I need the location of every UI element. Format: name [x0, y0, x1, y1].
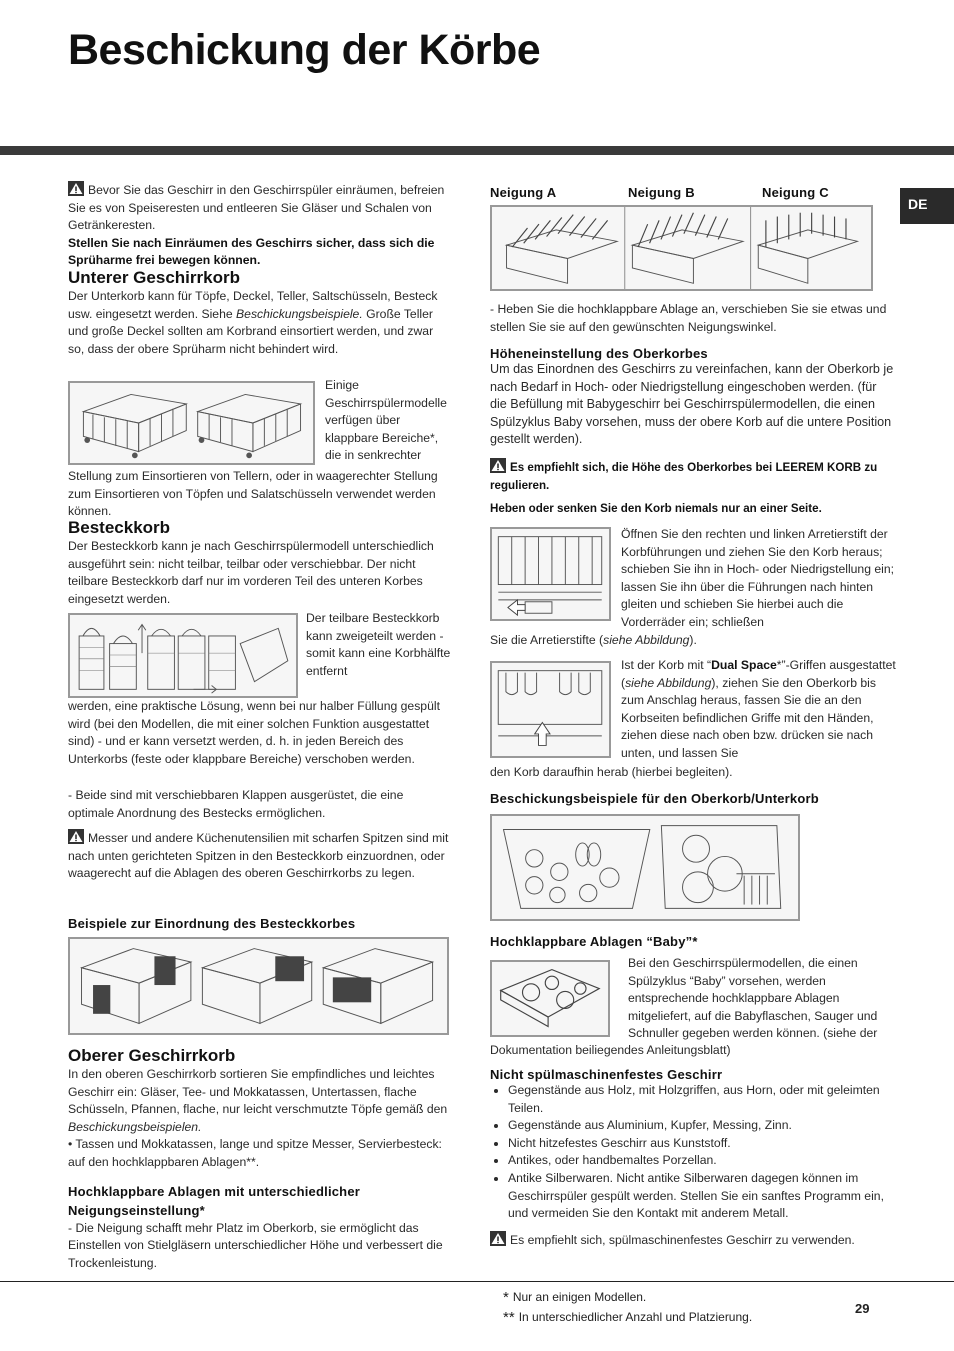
hoehe-warning-1-text: Es empfiehlt sich, die Höhe des Oberkorbes bei LEEREM KORB zu regulieren.: [490, 460, 878, 492]
hoehe-cont-1a: Sie die Arretierstifte (: [490, 633, 604, 647]
hoehe-side-2a: Ist der Korb mit “: [621, 658, 712, 672]
baby-heading: Hochklappbare Ablagen “Baby”*: [490, 934, 698, 949]
neigung-intro: - Die Neigung schafft mehr Platz im Oberkorb, sie ermöglicht das Einstellen von Stielgläsern unterschiedlicher Höhe und verbessert die Trockenleistung.: [68, 1220, 443, 1270]
oberer-bullet: • Tassen und Mokkatassen, lange und spitze Messer, Servierbesteck: auf den hochklappbaren Ablagen**.: [68, 1137, 442, 1169]
loading-examples-illustration: [492, 816, 798, 919]
lower-basket-illustration: [70, 383, 313, 463]
baby-cont-text: Dokumentation beiliegendes Anleitungsblatt): [490, 1043, 731, 1057]
intro-text: Bevor Sie das Geschirr in den Geschirrspüler einräumen, befreien Sie es von Speiseresten und entleeren Sie Gläser und Schalen von Getränkeresten.: [68, 183, 445, 233]
besteck-section: [68, 518, 452, 608]
hoehe-cont-2: den Korb daraufhin herab (hierbei begleiten).: [490, 765, 733, 779]
unterer-text-ref: Beschickungsbeispiele.: [236, 306, 363, 321]
hoehe-cont-1: [490, 632, 894, 650]
intro-block: [68, 181, 452, 270]
hoehe-text: Um das Einordnen des Geschirrs zu vereinfachen, kann der Oberkorb je nach Bedarf in Hoch- oder Niedrigstellung eingeschoben werden. (für die Befüllung mit Babygeschirr bei Geschirrspülermodellen, die einen Spülzyklus Baby vorsehen, muss der obere Korb auf die untere Position gestellt werden).: [490, 362, 894, 447]
beispiele-heading: Beschickungsbeispiele für den Oberkorb/Unterkorb: [490, 791, 819, 806]
hoehe-side-2e: ), ziehen Sie den Oberkorb bis zum Anschlag heraus, fassen Sie die an den Korbseiten befindlichen Griffe mit den Händen, ziehen diese nach oben bzw. drücken sie nach unten, und lassen Sie: [621, 675, 876, 760]
list-item: • Antike Silberwaren. Nicht antike Silberwaren dagegen können im Geschirrspüler gespült werden. Stellen Sie ein sanftes Programm ein, und vermeiden Sie den Kontakt mit anderem Metall.: [508, 1170, 894, 1223]
besteck-cont-text: werden, eine praktische Lösung, wenn bei nur halber Füllung gespült wird (bei den Modellen, die mit einer solchen Funktion ausgestattet sind) - und er kann versetzt werden, d. h. in jeden Bereich des Unterkorbs (feste oder klappbare Bereiche) verschoben werden.: [68, 699, 440, 766]
neigung-label-a: Neigung A: [490, 185, 557, 200]
cutlery-basket-illustration: [70, 615, 296, 696]
loading-examples-figure: [490, 814, 800, 921]
baby-rack-illustration: [492, 962, 608, 1035]
hoehe-cont-1b: siehe Abbildung: [603, 633, 690, 647]
warning-icon: [68, 829, 84, 844]
unterer-text-2: Große Teller und große Deckel sollten am Korbrand einsortiert werden, und zwar so, dass der obere Sprüharm nicht behindert wird.: [68, 306, 434, 356]
basket-pin-figure: [490, 527, 611, 621]
besteck-warning: [68, 829, 452, 883]
footnote-1-mark: *: [503, 1289, 509, 1306]
oberer-section: [68, 1046, 452, 1272]
unterer-heading: Unterer Geschirrkorb: [68, 268, 240, 287]
neigung-figure: [490, 205, 873, 291]
footnote-2-text: In unterschiedlicher Anzahl und Platzierung.: [518, 1310, 753, 1324]
neigung-text: - Heben Sie die hochklappbare Ablage an, verschieben Sie sie etwas und stellen Sie sie auf den gewünschten Neigungswinkel.: [490, 302, 887, 334]
nicht-warning-text: Es empfiehlt sich, spülmaschinenfestes Geschirr zu verwenden.: [510, 1232, 855, 1247]
cutlery-basket-figure: [68, 613, 298, 698]
footnote-1-text: Nur an einigen Modellen.: [512, 1290, 647, 1304]
nicht-heading: Nicht spülmaschinenfestes Geschirr: [490, 1067, 723, 1082]
hoehe-section: [490, 346, 894, 518]
neigung-label-c: Neigung C: [762, 185, 829, 200]
footer-rule: [0, 1281, 954, 1282]
footnote-2: [503, 1309, 752, 1326]
cutlery-examples-illustration: [70, 939, 447, 1033]
dual-space-illustration: [492, 663, 609, 756]
oberer-text: In den oberen Geschirrkorb sortieren Sie empfindliches und leichtes Geschirr ein: Gläser, Tee- und Mokkatassen, Untertassen, flache Schüsseln, Pfannen, flache, nur leicht verschmutzte Töpfe gemäß den: [68, 1067, 448, 1117]
baby-rack-figure: [490, 960, 610, 1037]
nicht-list: [490, 1082, 894, 1223]
list-item: • Nicht hitzefestes Geschirr aus Kunststoff.: [508, 1135, 894, 1153]
neigung-heading: Hochklappbare Ablagen mit unterschiedlicher Neigungseinstellung*: [68, 1183, 361, 1218]
hoehe-side-2c: *”-Griffen ausgestattet (: [621, 658, 896, 690]
neigung-illustration: [492, 207, 871, 289]
besteck-heading: Besteckkorb: [68, 518, 171, 537]
neigung-label-b: Neigung B: [628, 185, 695, 200]
warning-icon: [490, 458, 506, 473]
unterer-text: Der Unterkorb kann für Töpfe, Deckel, Teller, Saltschüsseln, Besteck usw. eingesetzt werden. Siehe: [68, 289, 438, 321]
hoehe-side-2: [621, 657, 897, 763]
footnote-2-mark: **: [503, 1309, 515, 1326]
oberer-text-ref: Beschickungsbeispielen.: [68, 1119, 202, 1134]
header-rule: [0, 146, 954, 155]
language-tab: DE: [900, 188, 954, 224]
besteck-text: Der Besteckkorb kann je nach Geschirrspülermodell unterschiedlich ausgeführt sein: nicht teilbar, teilbar oder verschiebbar. Der nicht teilbare Besteckkorb darf nur im vorderen Teil des unteren Korbes eingesetzt werden.: [68, 539, 434, 606]
besteck-side-text: Der teilbare Besteckkorb kann zweigeteilt werden - somit kann eine Korbhälfte entfernt: [306, 611, 451, 678]
basket-pin-illustration: [492, 529, 609, 619]
hoehe-side-1: Öffnen Sie den rechten und linken Arretierstift der Korbführungen und ziehen Sie den Korb heraus; schieben Sie ihn in Hoch- oder Niedrigstellung ein; lassen Sie ihn über die Führungen nach hinten gleiten und schieben Sie hierbei auch die Vorderräder ein; schließen: [621, 527, 895, 629]
warning-icon: [68, 181, 84, 196]
dual-space-label: Dual Space: [711, 658, 777, 672]
lower-basket-figure: [68, 381, 315, 465]
hoehe-warning-2: Heben oder senken Sie den Korb niemals nur an einer Seite.: [490, 502, 822, 516]
nicht-warning: [490, 1231, 894, 1250]
unterer-section: [68, 268, 452, 358]
hoehe-heading: Höheneinstellung des Oberkorbes: [490, 346, 708, 361]
list-item: • Gegenstände aus Holz, mit Holzgriffen, aus Horn, oder mit geleimten Teilen.: [508, 1082, 894, 1117]
cutlery-examples-figure: [68, 937, 449, 1035]
dual-space-figure: [490, 661, 611, 758]
page-number: 29: [855, 1301, 870, 1316]
unterer-side-text: Einige Geschirrspülermodelle verfügen über klappbare Bereiche*, die in senkrechter: [325, 378, 447, 463]
baby-side-text: Bei den Geschirrspülermodellen, die einen Spülzyklus “Baby” vorsehen, werden entsprechende hochklappbare Ablagen mitgeliefert, auf die Babyflaschen, Sauger und Schnuller gegeben werden können. (siehe der: [628, 956, 878, 1041]
hoehe-side-2d: siehe Abbildung: [625, 675, 712, 690]
oberer-heading: Oberer Geschirrkorb: [68, 1046, 236, 1065]
besteck-text-2: - Beide sind mit verschiebbaren Klappen ausgerüstet, die eine optimale Anordnung des Bestecks ermöglichen.: [68, 788, 404, 820]
intro-bold: Stellen Sie nach Einräumen des Geschirrs sicher, dass sich die Sprüharme frei bewegen können.: [68, 235, 435, 268]
besteck-warning-text: Messer und andere Küchenutensilien mit scharfen Spitzen sind mit nach unten gerichteten Spitzen in den Besteckkorb einzuordnen, oder waagerecht auf die Ablagen des oberen Geschirrkorbs zu legen.: [68, 831, 449, 881]
list-item: • Antikes, oder handbemaltes Porzellan.: [508, 1152, 894, 1170]
hoehe-warning-1: [490, 458, 894, 494]
besteck-examples-heading: Beispiele zur Einordnung des Besteckkorbes: [68, 916, 356, 931]
warning-icon: [490, 1231, 506, 1246]
unterer-cont-text: Stellung zum Einsortieren von Tellern, oder in waagerechter Stellung zum Einsortieren von Töpfen und Salatschüsseln verwendet werden können.: [68, 469, 438, 519]
footnote-1: [503, 1289, 646, 1306]
page-title: Beschickung der Körbe: [68, 26, 541, 74]
nicht-section: [490, 1067, 894, 1249]
hoehe-cont-1c: ).: [689, 633, 697, 647]
list-item: • Gegenstände aus Aluminium, Kupfer, Messing, Zinn.: [508, 1117, 894, 1135]
